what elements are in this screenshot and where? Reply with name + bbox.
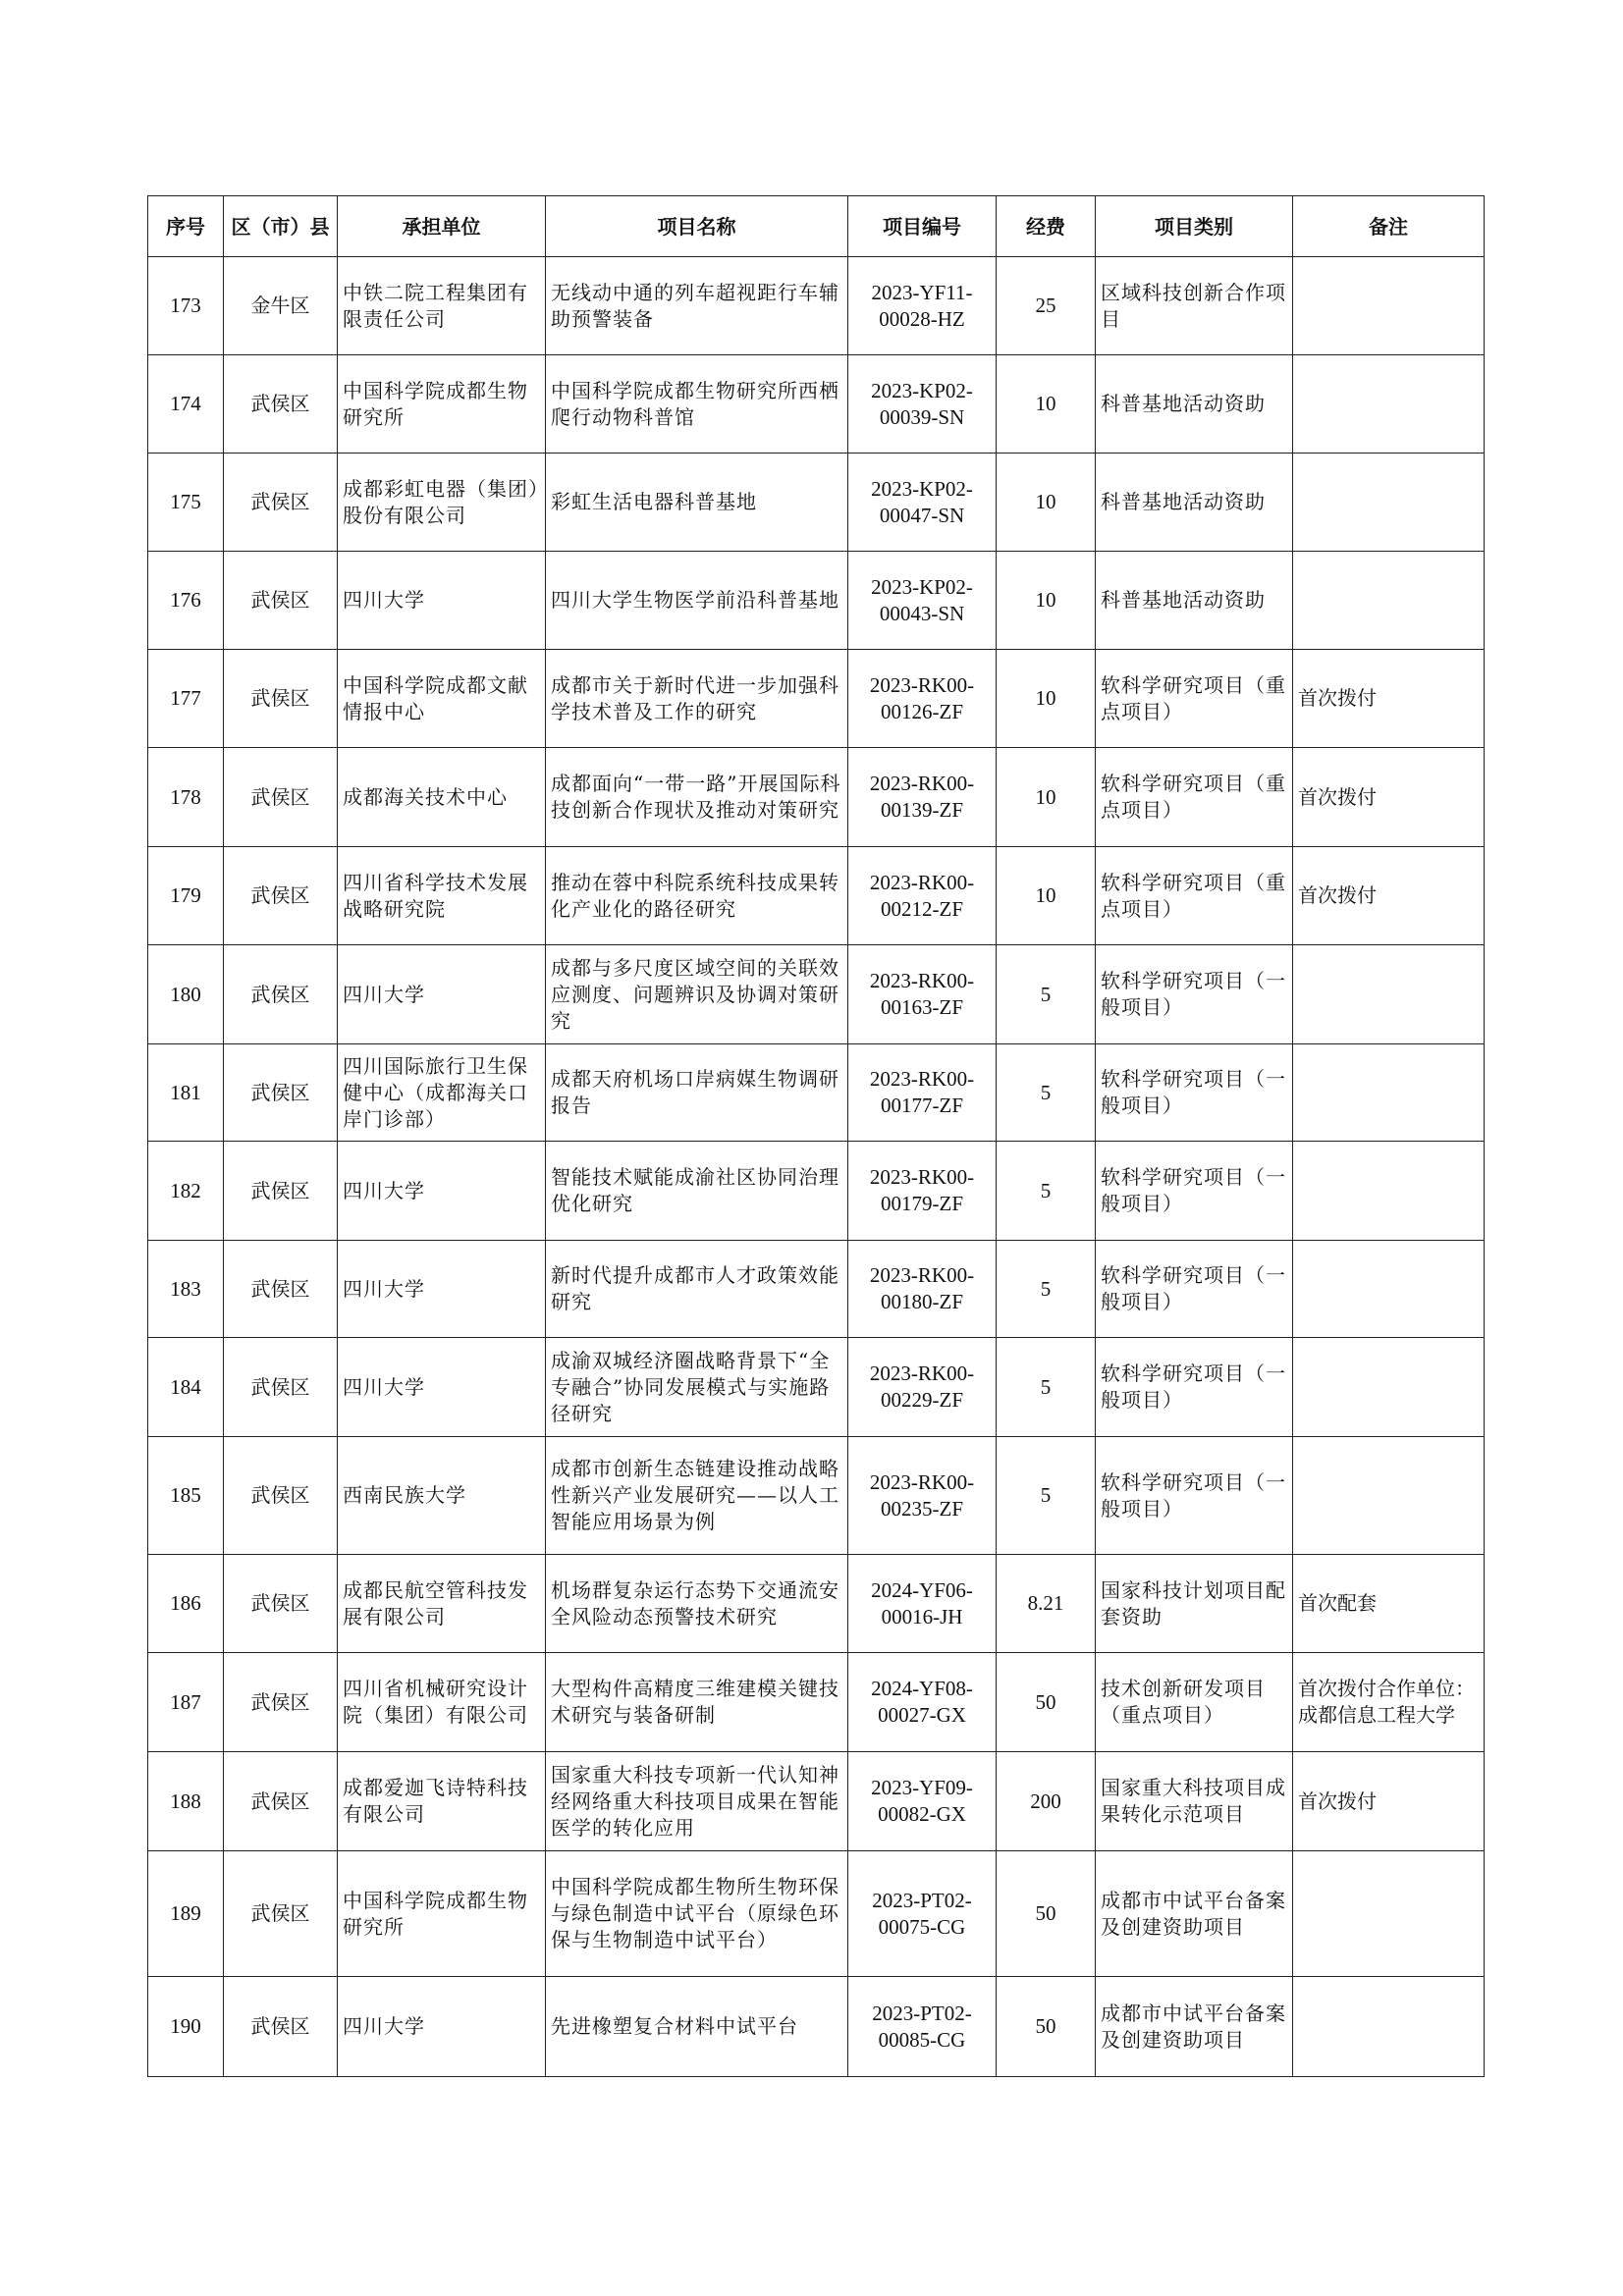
project-code-line: 00043-SN: [879, 601, 965, 625]
cell-fund: 50: [997, 1653, 1096, 1752]
header-category: 项目类别: [1096, 196, 1293, 257]
cell-district: 武侯区: [224, 1977, 338, 2077]
cell-district: 武侯区: [224, 1555, 338, 1653]
cell-note: 首次配套: [1293, 1555, 1485, 1653]
cell-district: 武侯区: [224, 1653, 338, 1752]
project-code-line: 2023-PT02-: [872, 2001, 972, 2025]
project-code-line: 00075-CG: [878, 1914, 966, 1939]
project-code-line: 00179-ZF: [881, 1192, 963, 1215]
cell-category: 成都市中试平台备案及创建资助项目: [1096, 1851, 1293, 1977]
project-code-line: 2023-RK00-: [869, 969, 975, 992]
cell-project-code: [848, 1653, 997, 1752]
cell-project-name: 彩虹生活电器科普基地: [546, 454, 848, 552]
cell-index: 177: [148, 650, 224, 748]
cell-category: 区域科技创新合作项目: [1096, 257, 1293, 355]
header-unit: 承担单位: [338, 196, 546, 257]
cell-category: 软科学研究项目（一般项目）: [1096, 1241, 1293, 1338]
project-code-line: 2023-KP02-: [871, 378, 973, 402]
cell-index: 179: [148, 847, 224, 945]
cell-project-code: [848, 1555, 997, 1653]
cell-project-name: 成渝双城经济圈战略背景下“全专融合”协同发展模式与实施路径研究: [546, 1338, 848, 1437]
table-row: [148, 454, 1485, 552]
cell-category: 国家科技计划项目配套资助: [1096, 1555, 1293, 1653]
project-code-line: 2023-RK00-: [869, 1469, 975, 1494]
cell-district: 武侯区: [224, 355, 338, 454]
cell-project-code: [848, 945, 997, 1044]
cell-category: 软科学研究项目（重点项目）: [1096, 748, 1293, 847]
table-row: [148, 1437, 1485, 1555]
header-index: 序号: [148, 196, 224, 257]
cell-unit: 四川大学: [338, 1142, 546, 1241]
cell-district: 武侯区: [224, 1437, 338, 1555]
cell-project-name: 智能技术赋能成渝社区协同治理优化研究: [546, 1142, 848, 1241]
cell-project-code: [848, 847, 997, 945]
cell-project-code: [848, 1752, 997, 1851]
header-note: 备注: [1293, 196, 1485, 257]
cell-note: [1293, 1241, 1485, 1338]
project-code-line: 2023-KP02-: [871, 476, 973, 501]
cell-project-name: 成都面向“一带一路”开展国际科技创新合作现状及推动对策研究: [546, 748, 848, 847]
project-code-line: 00212-ZF: [881, 896, 963, 921]
cell-fund: 50: [997, 1851, 1096, 1977]
cell-note: [1293, 257, 1485, 355]
table-row: [148, 1241, 1485, 1338]
cell-project-name: 无线动中通的列车超视距行车辅助预警装备: [546, 257, 848, 355]
cell-unit: 四川国际旅行卫生保健中心（成都海关口岸门诊部）: [338, 1044, 546, 1142]
cell-project-code: [848, 650, 997, 748]
cell-fund: 5: [997, 1044, 1096, 1142]
cell-district: 武侯区: [224, 1142, 338, 1241]
cell-project-name: 四川大学生物医学前沿科普基地: [546, 552, 848, 650]
project-code-line: 2023-RK00-: [869, 672, 975, 697]
header-project-code: 项目编号: [848, 196, 997, 257]
cell-district: 武侯区: [224, 1241, 338, 1338]
cell-unit: 成都爱迦飞诗特科技有限公司: [338, 1752, 546, 1851]
cell-project-name: 先进橡塑复合材料中试平台: [546, 1977, 848, 2077]
project-code-line: 00039-SN: [879, 404, 965, 429]
cell-project-code: [848, 454, 997, 552]
cell-category: 软科学研究项目（一般项目）: [1096, 1338, 1293, 1437]
project-code-line: 2023-RK00-: [869, 1165, 975, 1189]
cell-index: 184: [148, 1338, 224, 1437]
cell-index: 185: [148, 1437, 224, 1555]
project-code-line: 2024-YF06-: [871, 1577, 973, 1602]
project-code-line: 2023-RK00-: [869, 1362, 975, 1385]
cell-fund: 50: [997, 1977, 1096, 2077]
cell-unit: 四川大学: [338, 1977, 546, 2077]
cell-project-code: [848, 1977, 997, 2077]
cell-category: 软科学研究项目（重点项目）: [1096, 847, 1293, 945]
cell-note: [1293, 1044, 1485, 1142]
cell-index: 175: [148, 454, 224, 552]
cell-index: 181: [148, 1044, 224, 1142]
cell-project-code: [848, 257, 997, 355]
cell-note: 首次拨付合作单位：成都信息工程大学: [1293, 1653, 1485, 1752]
cell-project-code: [848, 552, 997, 650]
cell-fund: 25: [997, 257, 1096, 355]
cell-project-name: 国家重大科技专项新一代认知神经网络重大科技项目成果在智能医学的转化应用: [546, 1752, 848, 1851]
table-row: [148, 1142, 1485, 1241]
project-code-line: 00235-ZF: [881, 1496, 963, 1521]
cell-note: [1293, 1338, 1485, 1437]
cell-index: 183: [148, 1241, 224, 1338]
cell-category: 科普基地活动资助: [1096, 552, 1293, 650]
table-row: [148, 1555, 1485, 1653]
cell-fund: 10: [997, 748, 1096, 847]
cell-project-code: [848, 355, 997, 454]
cell-note: [1293, 945, 1485, 1044]
cell-unit: 中国科学院成都生物研究所: [338, 1851, 546, 1977]
cell-project-code: [848, 748, 997, 847]
table-row: [148, 552, 1485, 650]
cell-project-name: 大型构件高精度三维建模关键技术研究与装备研制: [546, 1653, 848, 1752]
cell-fund: 10: [997, 552, 1096, 650]
table-row: [148, 847, 1485, 945]
cell-project-name: 成都市创新生态链建设推动战略性新兴产业发展研究——以人工智能应用场景为例: [546, 1437, 848, 1555]
table-body: [148, 257, 1485, 2077]
cell-note: [1293, 1851, 1485, 1977]
project-code-line: 00180-ZF: [881, 1290, 963, 1313]
cell-district: 武侯区: [224, 1752, 338, 1851]
cell-district: 武侯区: [224, 650, 338, 748]
cell-district: 武侯区: [224, 552, 338, 650]
cell-unit: 西南民族大学: [338, 1437, 546, 1555]
cell-index: 174: [148, 355, 224, 454]
cell-category: 软科学研究项目（一般项目）: [1096, 1142, 1293, 1241]
cell-project-name: 中国科学院成都生物所生物环保与绿色制造中试平台（原绿色环保与生物制造中试平台）: [546, 1851, 848, 1977]
table-row: [148, 1977, 1485, 2077]
header-project-name: 项目名称: [546, 196, 848, 257]
cell-project-name: 成都市关于新时代进一步加强科学技术普及工作的研究: [546, 650, 848, 748]
cell-category: 软科学研究项目（重点项目）: [1096, 650, 1293, 748]
cell-index: 182: [148, 1142, 224, 1241]
cell-project-name: 成都与多尺度区域空间的关联效应测度、问题辨识及协调对策研究: [546, 945, 848, 1044]
cell-district: 武侯区: [224, 1338, 338, 1437]
cell-unit: 四川大学: [338, 945, 546, 1044]
cell-unit: 成都民航空管科技发展有限公司: [338, 1555, 546, 1653]
project-code-line: 2024-YF08-: [871, 1677, 973, 1700]
cell-unit: 四川省科学技术发展战略研究院: [338, 847, 546, 945]
cell-fund: 5: [997, 945, 1096, 1044]
project-code-line: 2023-RK00-: [869, 1067, 975, 1091]
cell-index: 173: [148, 257, 224, 355]
cell-note: [1293, 1142, 1485, 1241]
header-district: 区（市）县: [224, 196, 338, 257]
cell-fund: 200: [997, 1752, 1096, 1851]
project-code-line: 00177-ZF: [881, 1094, 963, 1117]
project-code-line: 2023-RK00-: [869, 870, 975, 894]
cell-project-code: [848, 1241, 997, 1338]
cell-note: 首次拨付: [1293, 847, 1485, 945]
cell-district: 武侯区: [224, 1044, 338, 1142]
table-row: [148, 650, 1485, 748]
project-code-line: 00027-GX: [878, 1703, 966, 1727]
project-code-line: 2023-RK00-: [869, 772, 975, 795]
cell-category: 科普基地活动资助: [1096, 454, 1293, 552]
cell-index: 186: [148, 1555, 224, 1653]
project-code-line: 2023-RK00-: [869, 1263, 975, 1287]
table-row: [148, 1851, 1485, 1977]
cell-category: 国家重大科技项目成果转化示范项目: [1096, 1752, 1293, 1851]
project-code-line: 00085-CG: [878, 2027, 966, 2052]
cell-index: 180: [148, 945, 224, 1044]
cell-index: 190: [148, 1977, 224, 2077]
table-header-row: [148, 196, 1485, 257]
table-row: [148, 257, 1485, 355]
cell-fund: 10: [997, 355, 1096, 454]
cell-index: 188: [148, 1752, 224, 1851]
project-code-line: 00028-HZ: [879, 306, 965, 331]
cell-project-code: [848, 1338, 997, 1437]
cell-index: 189: [148, 1851, 224, 1977]
cell-fund: 5: [997, 1241, 1096, 1338]
cell-category: 软科学研究项目（一般项目）: [1096, 1044, 1293, 1142]
cell-unit: 成都海关技术中心: [338, 748, 546, 847]
cell-note: 首次拨付: [1293, 748, 1485, 847]
cell-district: 金牛区: [224, 257, 338, 355]
project-code-line: 2023-YF11-: [871, 280, 973, 304]
cell-district: 武侯区: [224, 454, 338, 552]
cell-fund: 10: [997, 847, 1096, 945]
cell-index: 176: [148, 552, 224, 650]
cell-unit: 四川省机械研究设计院（集团）有限公司: [338, 1653, 546, 1752]
cell-unit: 中国科学院成都生物研究所: [338, 355, 546, 454]
table-row: [148, 748, 1485, 847]
table-row: [148, 355, 1485, 454]
cell-unit: 四川大学: [338, 1338, 546, 1437]
project-code-line: 2023-PT02-: [872, 1888, 972, 1912]
table-row: [148, 1653, 1485, 1752]
cell-category: 成都市中试平台备案及创建资助项目: [1096, 1977, 1293, 2077]
cell-project-name: 中国科学院成都生物研究所西栖爬行动物科普馆: [546, 355, 848, 454]
cell-unit: 四川大学: [338, 1241, 546, 1338]
project-code-line: 00082-GX: [878, 1802, 966, 1826]
cell-index: 187: [148, 1653, 224, 1752]
project-code-line: 2023-YF09-: [871, 1776, 973, 1799]
table-row: [148, 1044, 1485, 1142]
project-code-line: 2023-KP02-: [871, 574, 973, 599]
cell-project-code: [848, 1142, 997, 1241]
cell-note: 首次拨付: [1293, 650, 1485, 748]
project-code-line: 00229-ZF: [881, 1388, 963, 1412]
cell-category: 技术创新研发项目（重点项目）: [1096, 1653, 1293, 1752]
project-code-line: 00016-JH: [881, 1604, 963, 1629]
project-code-line: 00047-SN: [879, 503, 965, 527]
cell-category: 科普基地活动资助: [1096, 355, 1293, 454]
cell-district: 武侯区: [224, 945, 338, 1044]
cell-project-code: [848, 1044, 997, 1142]
cell-unit: 中国科学院成都文献情报中心: [338, 650, 546, 748]
cell-note: [1293, 1437, 1485, 1555]
cell-unit: 中铁二院工程集团有限责任公司: [338, 257, 546, 355]
cell-fund: 8.21: [997, 1555, 1096, 1653]
table-row: [148, 945, 1485, 1044]
cell-fund: 5: [997, 1142, 1096, 1241]
cell-fund: 10: [997, 650, 1096, 748]
table-row: [148, 1752, 1485, 1851]
cell-category: 软科学研究项目（一般项目）: [1096, 945, 1293, 1044]
cell-note: [1293, 552, 1485, 650]
cell-project-name: 新时代提升成都市人才政策效能研究: [546, 1241, 848, 1338]
cell-project-name: 成都天府机场口岸病媒生物调研报告: [546, 1044, 848, 1142]
header-fund: 经费: [997, 196, 1096, 257]
cell-unit: 成都彩虹电器（集团）股份有限公司: [338, 454, 546, 552]
cell-project-code: [848, 1437, 997, 1555]
cell-district: 武侯区: [224, 847, 338, 945]
cell-category: 软科学研究项目（一般项目）: [1096, 1437, 1293, 1555]
project-table-page: [147, 195, 1484, 2077]
cell-district: 武侯区: [224, 1851, 338, 1977]
project-funding-table: [147, 195, 1485, 2077]
cell-project-code: [848, 1851, 997, 1977]
project-code-line: 00126-ZF: [881, 699, 963, 723]
cell-note: [1293, 1977, 1485, 2077]
cell-unit: 四川大学: [338, 552, 546, 650]
cell-note: 首次拨付: [1293, 1752, 1485, 1851]
cell-district: 武侯区: [224, 748, 338, 847]
cell-fund: 5: [997, 1338, 1096, 1437]
table-row: [148, 1338, 1485, 1437]
cell-index: 178: [148, 748, 224, 847]
project-code-line: 00163-ZF: [881, 995, 963, 1019]
cell-fund: 10: [997, 454, 1096, 552]
cell-project-name: 机场群复杂运行态势下交通流安全风险动态预警技术研究: [546, 1555, 848, 1653]
cell-project-name: 推动在蓉中科院系统科技成果转化产业化的路径研究: [546, 847, 848, 945]
project-code-line: 00139-ZF: [881, 798, 963, 822]
cell-fund: 5: [997, 1437, 1096, 1555]
cell-note: [1293, 454, 1485, 552]
cell-note: [1293, 355, 1485, 454]
